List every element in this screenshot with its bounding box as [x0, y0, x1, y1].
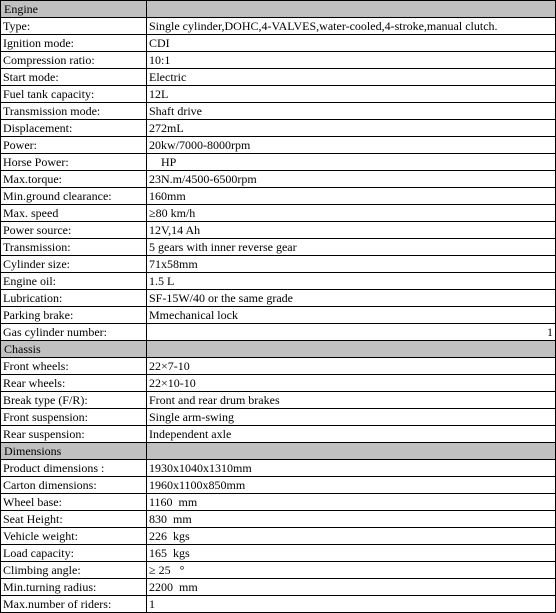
spec-label: Lubrication:: [1, 290, 147, 307]
table-row: [1, 562, 556, 579]
spec-label: Power source:: [1, 222, 147, 239]
table-row: [1, 511, 556, 528]
spec-label: Product dimensions :: [1, 460, 147, 477]
section-spacer: [147, 1, 556, 18]
spec-label: Compression ratio:: [1, 52, 147, 69]
section-spacer: [147, 443, 556, 460]
spec-value: 160mm: [147, 188, 556, 205]
spec-label: Load capacity:: [1, 545, 147, 562]
table-row: [1, 307, 556, 324]
table-row: [1, 205, 556, 222]
table-row: [1, 256, 556, 273]
table-row: [1, 392, 556, 409]
section-title: Chassis: [1, 341, 147, 358]
spec-value: 1.5 L: [147, 273, 556, 290]
spec-label: Front wheels:: [1, 358, 147, 375]
spec-label: Fuel tank capacity:: [1, 86, 147, 103]
spec-value: Shaft drive: [147, 103, 556, 120]
section-title: Dimensions: [1, 443, 147, 460]
table-row: [1, 188, 556, 205]
section-header-chassis: [1, 341, 556, 358]
table-row: [1, 69, 556, 86]
spec-label: Wheel base:: [1, 494, 147, 511]
spec-table-body: [1, 1, 556, 613]
spec-label: Ignition mode:: [1, 35, 147, 52]
spec-value: CDI: [147, 35, 556, 52]
spec-label: Transmission mode:: [1, 103, 147, 120]
spec-value: 22×10-10: [147, 375, 556, 392]
section-spacer: [147, 341, 556, 358]
spec-value: 20kw/7000-8000rpm: [147, 137, 556, 154]
spec-value: 1160 mm: [147, 494, 556, 511]
spec-value: HP: [147, 154, 556, 171]
spec-value: 12L: [147, 86, 556, 103]
spec-label: Cylinder size:: [1, 256, 147, 273]
spec-value: 71x58mm: [147, 256, 556, 273]
spec-value: 1: [147, 324, 556, 341]
table-row: [1, 494, 556, 511]
spec-value: Single cylinder,DOHC,4-VALVES,water-cooled,4-stroke,manual clutch.: [147, 18, 556, 35]
spec-value: 12V,14 Ah: [147, 222, 556, 239]
spec-label: Parking brake:: [1, 307, 147, 324]
spec-label: Horse Power:: [1, 154, 147, 171]
spec-label: Power:: [1, 137, 147, 154]
spec-label: Seat Height:: [1, 511, 147, 528]
spec-value: 272mL: [147, 120, 556, 137]
spec-value: 1: [147, 596, 556, 613]
spec-value: 830 mm: [147, 511, 556, 528]
spec-value: Electric: [147, 69, 556, 86]
table-row: [1, 35, 556, 52]
table-row: [1, 477, 556, 494]
table-row: [1, 528, 556, 545]
table-row: [1, 579, 556, 596]
spec-label: Transmission:: [1, 239, 147, 256]
spec-label: Gas cylinder number:: [1, 324, 147, 341]
table-row: [1, 52, 556, 69]
table-row: [1, 273, 556, 290]
spec-label: Rear suspension:: [1, 426, 147, 443]
spec-label: Break type (F/R):: [1, 392, 147, 409]
table-row: [1, 137, 556, 154]
spec-label: Carton dimensions:: [1, 477, 147, 494]
spec-label: Displacement:: [1, 120, 147, 137]
spec-value: 2200 mm: [147, 579, 556, 596]
spec-label: Rear wheels:: [1, 375, 147, 392]
table-row: [1, 222, 556, 239]
spec-value: ≥ 25 °: [147, 562, 556, 579]
section-header-engine: [1, 1, 556, 18]
table-row: [1, 596, 556, 613]
spec-label: Max.number of riders:: [1, 596, 147, 613]
spec-value: 23N.m/4500-6500rpm: [147, 171, 556, 188]
table-row: [1, 239, 556, 256]
spec-value: ≥80 km/h: [147, 205, 556, 222]
spec-label: Vehicle weight:: [1, 528, 147, 545]
table-row: [1, 545, 556, 562]
spec-label: Start mode:: [1, 69, 147, 86]
table-row: [1, 86, 556, 103]
spec-label: Engine oil:: [1, 273, 147, 290]
table-row: [1, 120, 556, 137]
spec-value: Independent axle: [147, 426, 556, 443]
spec-label: Type:: [1, 18, 147, 35]
spec-value: 5 gears with inner reverse gear: [147, 239, 556, 256]
spec-value: Front and rear drum brakes: [147, 392, 556, 409]
table-row: [1, 324, 556, 341]
table-row: [1, 18, 556, 35]
table-row: [1, 375, 556, 392]
spec-value: 22×7-10: [147, 358, 556, 375]
table-row: [1, 460, 556, 477]
table-row: [1, 154, 556, 171]
table-row: [1, 171, 556, 188]
spec-label: Front suspension:: [1, 409, 147, 426]
spec-value: 165 kgs: [147, 545, 556, 562]
table-row: [1, 426, 556, 443]
table-row: [1, 409, 556, 426]
spec-label: Max. speed: [1, 205, 147, 222]
spec-value: Single arm-swing: [147, 409, 556, 426]
table-row: [1, 358, 556, 375]
spec-label: Climbing angle:: [1, 562, 147, 579]
spec-label: Max.torque:: [1, 171, 147, 188]
spec-label: Min.turning radius:: [1, 579, 147, 596]
spec-value: 226 kgs: [147, 528, 556, 545]
spec-value: 1960x1100x850mm: [147, 477, 556, 494]
spec-value: 10:1: [147, 52, 556, 69]
section-header-dimensions: [1, 443, 556, 460]
table-row: [1, 103, 556, 120]
spec-value: Mmechanical lock: [147, 307, 556, 324]
spec-value: SF-15W/40 or the same grade: [147, 290, 556, 307]
spec-value: 1930x1040x1310mm: [147, 460, 556, 477]
section-title: Engine: [1, 1, 147, 18]
spec-label: Min.ground clearance:: [1, 188, 147, 205]
table-row: [1, 290, 556, 307]
